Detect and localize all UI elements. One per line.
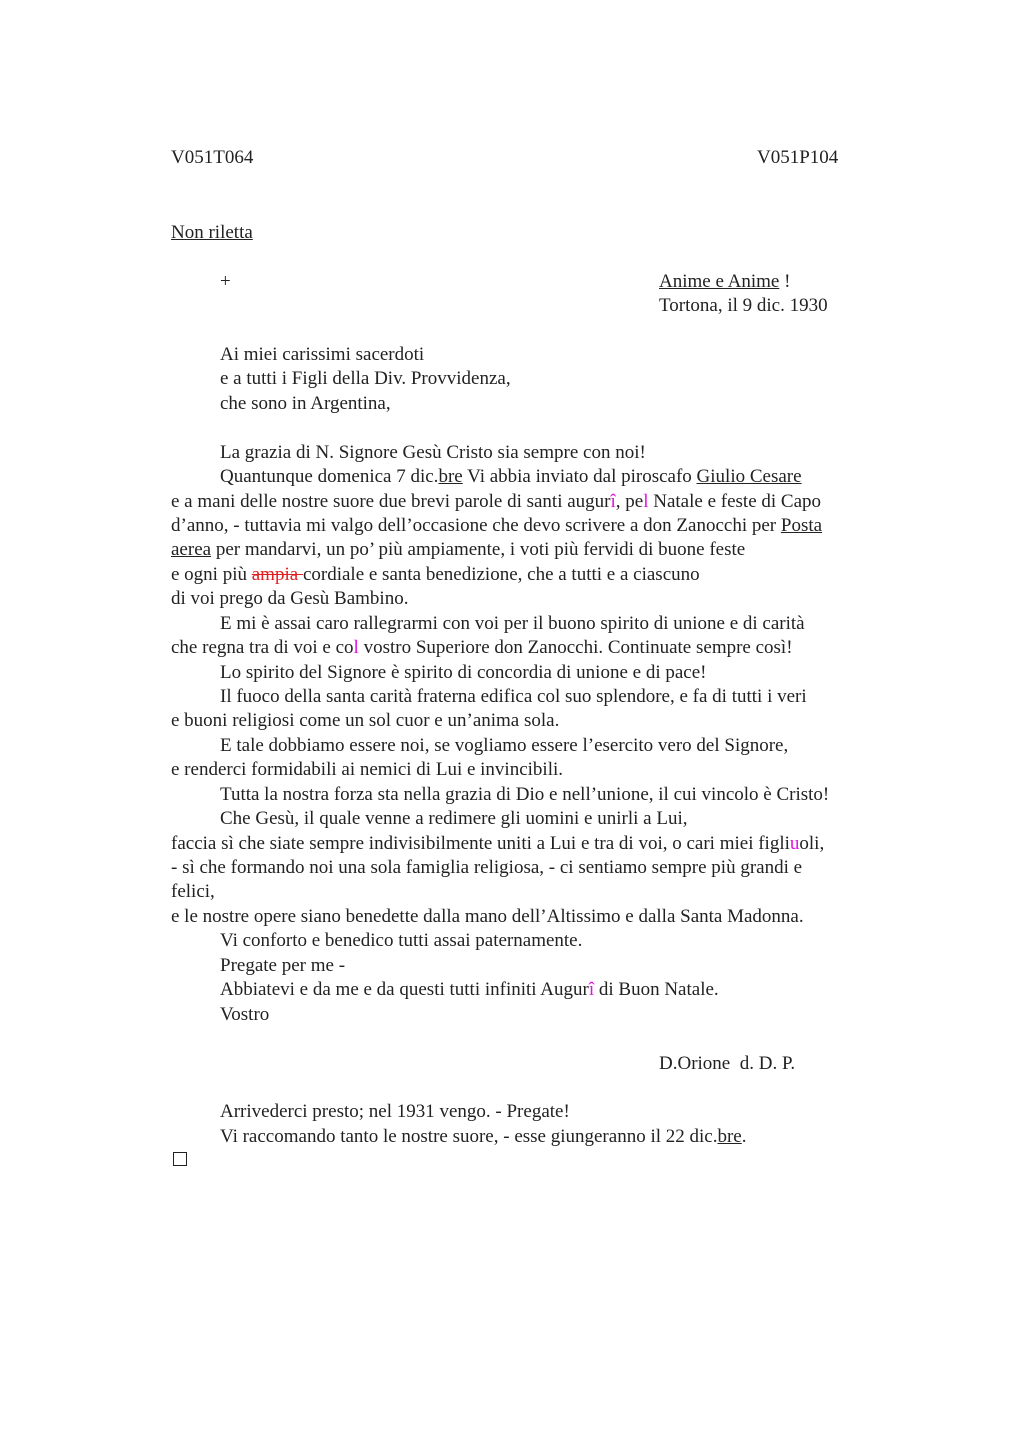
body-line: E tale dobbiamo essere noi, se vogliamo essere l’esercito vero del Signore, (220, 735, 789, 756)
body-line: Abbiatevi e da me e da questi tutti infiniti Augurî di Buon Natale. (220, 979, 719, 1000)
body-line: faccia sì che siate sempre indivisibilmente uniti a Lui e tra di voi, o cari miei figliuoli, (171, 833, 825, 854)
address-line: che sono in Argentina, (220, 393, 391, 414)
motto-exclamation: ! (779, 271, 791, 292)
body-line: Che Gesù, il quale venne a redimere gli uomini e unirli a Lui, (220, 808, 688, 829)
body-line: d’anno, - tuttavia mi valgo dell’occasione che devo scrivere a don Zanocchi per Posta (171, 515, 823, 536)
body-line: aerea per mandarvi, un po’ più ampiamente, i voti più fervidi di buone feste (171, 539, 746, 560)
body-line: e buoni religiosi come un sol cuor e un’anima sola. (171, 710, 560, 731)
body-line: - sì che formando noi una sola famiglia religiosa, - ci sentiamo sempre più grandi e (171, 857, 803, 878)
body-line: che regna tra di voi e col vostro Superiore don Zanocchi. Continuate sempre così! (171, 637, 793, 658)
body-line: La grazia di N. Signore Gesù Cristo sia sempre con noi! (220, 442, 646, 463)
document-code-left: V051T064 (171, 147, 254, 168)
document-code-right: V051P104 (757, 147, 839, 168)
body-line: felici, (171, 881, 215, 902)
place-date: Tortona, il 9 dic. 1930 (659, 295, 828, 316)
motto-text: Anime e Anime (659, 271, 780, 292)
address-line: Ai miei carissimi sacerdoti (220, 344, 425, 365)
body-line: Quantunque domenica 7 dic.bre Vi abbia inviato dal piroscafo Giulio Cesare (220, 466, 802, 487)
motto (659, 270, 790, 294)
body-line: Pregate per me - (220, 955, 346, 976)
postscript-line: Vi raccomando tanto le nostre suore, - esse giungeranno il 22 dic.bre. (220, 1126, 747, 1147)
signature: D.Orione d. D. P. (659, 1053, 796, 1074)
body-line: e le nostre opere siano benedette dalla mano dell’Altissimo e dalla Santa Madonna. (171, 906, 804, 927)
body-line: e renderci formidabili ai nemici di Lui e invincibili. (171, 759, 564, 780)
body-line: Il fuoco della santa carità fraterna edifica col suo splendore, e fa di tutti i veri (220, 686, 807, 707)
postscript-line: Arrivederci presto; nel 1931 vengo. - Pregate! (220, 1101, 570, 1122)
end-box-icon (173, 1152, 187, 1166)
body-line: di voi prego da Gesù Bambino. (171, 588, 409, 609)
body-line: e a mani delle nostre suore due brevi parole di santi augurî, pel Natale e feste di Capo (171, 491, 822, 512)
cross-mark: + (220, 271, 231, 292)
body-line: Lo spirito del Signore è spirito di concordia di unione e di pace! (220, 662, 707, 683)
body-line: Vi conforto e benedico tutti assai paternamente. (220, 930, 583, 951)
deleted-word: ampia (251, 564, 303, 585)
body-line: e ogni più ampia cordiale e santa benedizione, che a tutti e a ciascuno (171, 564, 700, 585)
body-line: Tutta la nostra forza sta nella grazia di Dio e nell’unione, il cui vincolo è Cristo! (220, 784, 830, 805)
body-line: E mi è assai caro rallegrarmi con voi per il buono spirito di unione e di carità (220, 613, 805, 634)
address-line: e a tutti i Figli della Div. Provvidenza, (220, 368, 511, 389)
body-line: Vostro (220, 1004, 270, 1025)
status-note: Non riletta (171, 222, 253, 243)
